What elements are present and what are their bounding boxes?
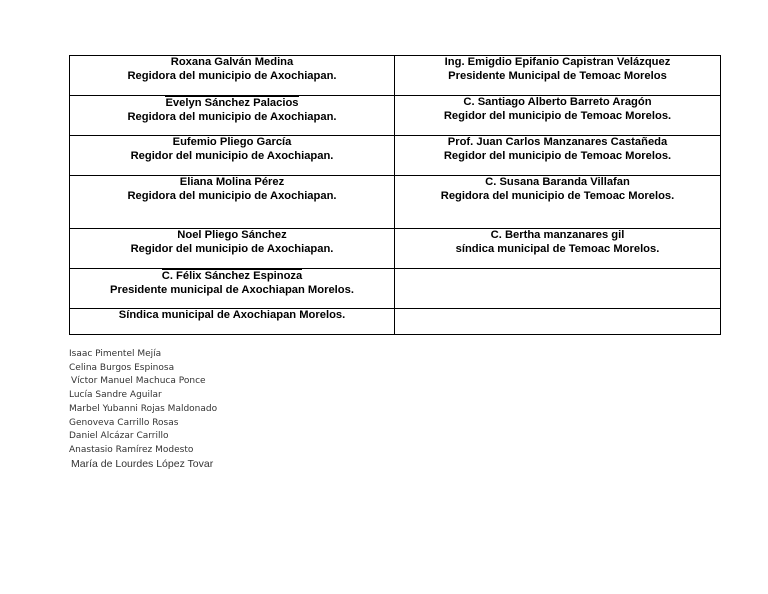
- list-item: Daniel Alcázar Carrillo: [69, 431, 169, 442]
- signer-name: C. Santiago Alberto Barreto Aragón: [463, 96, 652, 108]
- signature-cell: [70, 309, 395, 335]
- signature-cell: [70, 229, 395, 269]
- signer-title: Regidora del municipio de Axochiapan.: [127, 110, 337, 123]
- signature-cell: [70, 176, 395, 229]
- signature-cell: [70, 56, 395, 96]
- signature-cell: [395, 96, 721, 136]
- signer-title: Síndica municipal de Axochiapan Morelos.: [118, 309, 346, 321]
- signer-title: Regidor del municipio de Temoac Morelos.: [443, 109, 672, 122]
- signer-name: Roxana Galván Medina: [170, 56, 294, 68]
- signer-title: síndica municipal de Temoac Morelos.: [455, 242, 660, 255]
- signature-table: [69, 55, 721, 335]
- signature-cell: [395, 56, 721, 96]
- table-row: [70, 269, 721, 309]
- signer-name: C. Félix Sánchez Espinoza: [161, 270, 303, 282]
- table-row: [70, 309, 721, 335]
- signer-title: Regidora del municipio de Axochiapan.: [127, 69, 337, 82]
- list-item: Marbel Yubanni Rojas Maldonado: [69, 403, 218, 414]
- signer-title: Regidora del municipio de Axochiapan.: [127, 189, 337, 202]
- list-item: Isaac Pimentel Mejía: [69, 349, 162, 359]
- table-row: [70, 136, 721, 176]
- signer-name: Noel Pliego Sánchez: [177, 229, 287, 241]
- signer-title: Regidor del municipio de Axochiapan.: [130, 149, 334, 162]
- table-row: [70, 229, 721, 269]
- signer-name: C. Susana Baranda Villafan: [485, 176, 630, 188]
- signer-name: Eliana Molina Pérez: [179, 176, 285, 188]
- signature-cell: [70, 136, 395, 176]
- list-item: Lucía Sandre Aguilar: [69, 390, 162, 401]
- list-item: Genoveva Carrillo Rosas: [69, 417, 179, 428]
- list-item: María de Lourdes López Tovar: [71, 457, 214, 470]
- signer-name: Evelyn Sánchez Palacios: [165, 97, 299, 109]
- table-row: [70, 96, 721, 136]
- signature-cell-empty: [395, 269, 721, 309]
- signer-title: Regidor del municipio de Temoac Morelos.: [443, 149, 672, 162]
- signature-cell-empty: [395, 309, 721, 335]
- signer-name: Prof. Juan Carlos Manzanares Castañeda: [447, 136, 668, 148]
- signer-title: Presidente municipal de Axochiapan Morelos.: [110, 283, 354, 296]
- signer-name: C. Bertha manzanares gil: [490, 229, 625, 241]
- signer-title: Regidor del municipio de Axochiapan.: [130, 242, 334, 255]
- signature-cell: [395, 229, 721, 269]
- list-item: Celina Burgos Espinosa: [69, 362, 175, 373]
- table-row: [70, 56, 721, 96]
- signer-name: Eufemio Pliego García: [172, 136, 292, 148]
- signature-cell: [70, 269, 395, 309]
- list-item: Anastasio Ramírez Modesto: [69, 444, 194, 455]
- signer-title: Regidora del municipio de Temoac Morelos.: [440, 189, 675, 202]
- signature-cell: [395, 176, 721, 229]
- signature-cell: [70, 96, 395, 136]
- table-row: [70, 176, 721, 229]
- signature-cell: [395, 136, 721, 176]
- signer-name: Ing. Emigdio Epifanio Capistran Velázquez: [444, 56, 671, 68]
- signer-title: Presidente Municipal de Temoac Morelos: [448, 69, 667, 82]
- list-item: Víctor Manuel Machuca Ponce: [71, 376, 206, 387]
- additional-names-list: [69, 348, 217, 470]
